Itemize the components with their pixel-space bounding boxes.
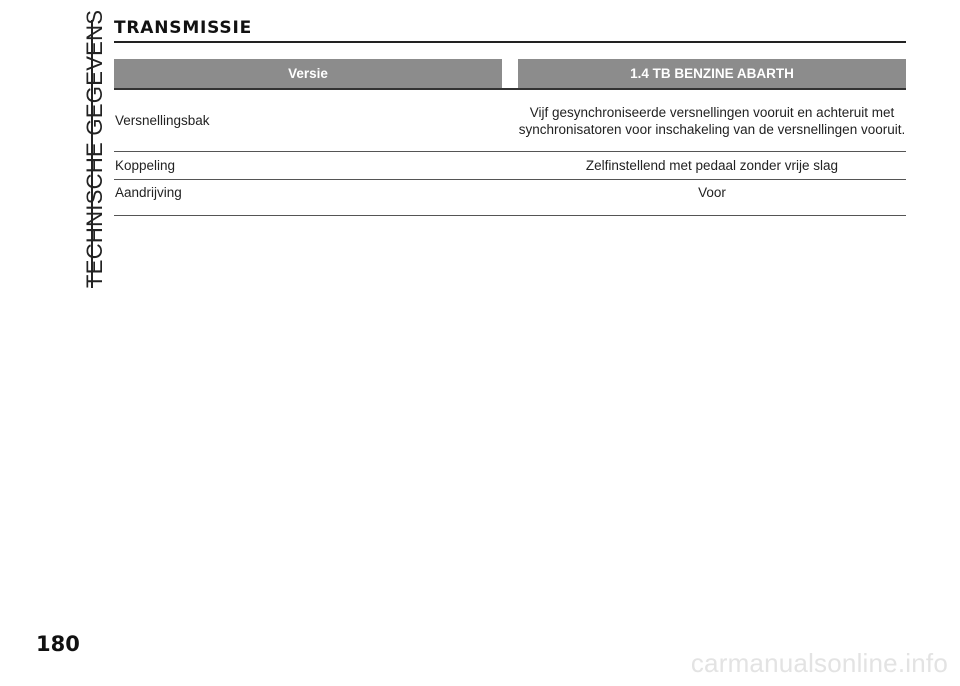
row-value-gearbox: Vijf gesynchroniseerde versnellingen vooruit en achteruit met synchronisatoren voor inschakeling van de versnellingen vooruit. (518, 90, 906, 152)
table-row (114, 90, 906, 152)
section-title: TRANSMISSIE (114, 18, 253, 38)
header-version: Versie (114, 59, 502, 90)
table-row (114, 152, 906, 180)
table-header-row (114, 59, 906, 90)
row-gap (502, 180, 518, 216)
row-label-clutch: Koppeling (114, 152, 502, 180)
title-rule (114, 41, 906, 43)
header-engine: 1.4 TB BENZINE ABARTH (518, 59, 906, 90)
row-gap (502, 152, 518, 180)
row-gap (502, 90, 518, 152)
row-label-drive: Aandrijving (114, 180, 502, 216)
watermark: carmanualsonline.info (690, 648, 948, 678)
row-value-drive: Voor (518, 180, 906, 216)
row-label-gearbox: Versnellingsbak (114, 90, 502, 152)
section-side-label: TECHNISCHE GEGEVENS (82, 9, 107, 288)
page-number: 180 (36, 632, 80, 656)
table-row (114, 180, 906, 216)
header-gap (502, 59, 518, 90)
row-value-clutch: Zelfinstellend met pedaal zonder vrije slag (518, 152, 906, 180)
transmission-spec-table (114, 59, 906, 216)
